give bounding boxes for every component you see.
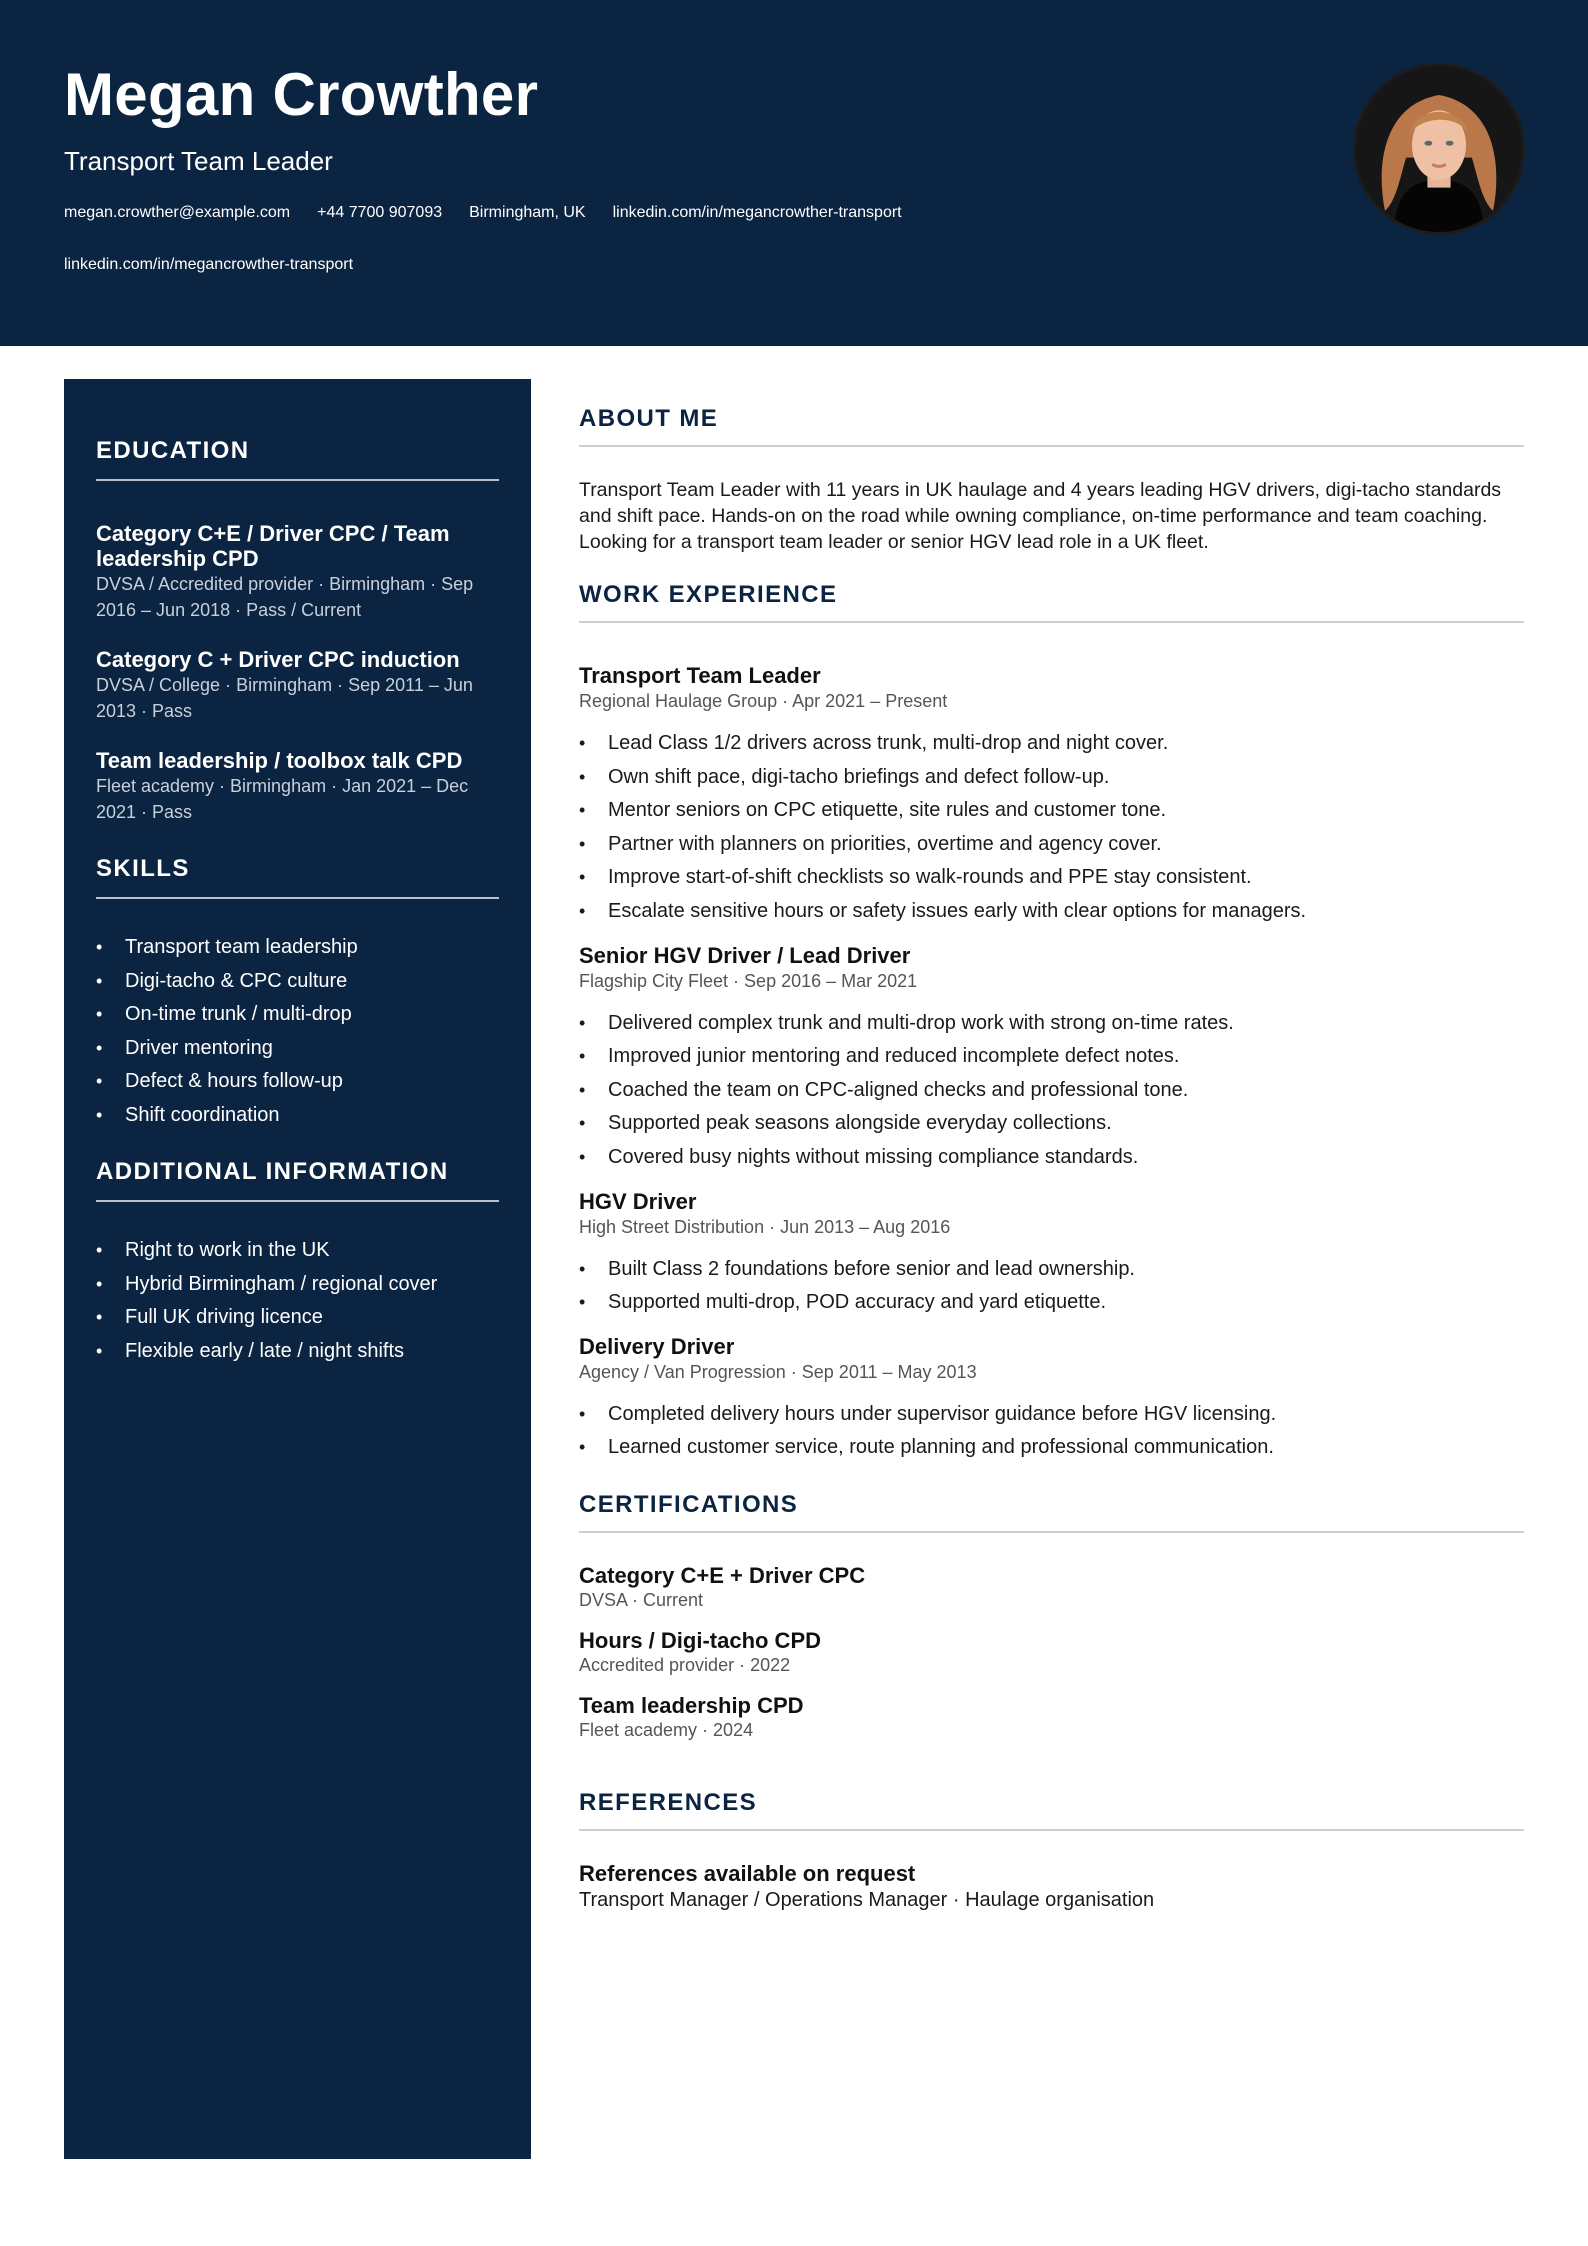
certification-item bbox=[579, 1693, 1524, 1741]
job-bullet: • Covered busy nights without missing compliance standards. bbox=[579, 1141, 1524, 1175]
education-item bbox=[96, 647, 499, 724]
certifications-heading: CERTIFICATIONS bbox=[579, 1491, 1524, 1533]
skill-item: • Shift coordination bbox=[96, 1099, 499, 1133]
references-item bbox=[579, 1861, 1524, 1913]
job-bullet: • Delivered complex trunk and multi-drop work with strong on-time rates. bbox=[579, 1007, 1524, 1041]
contact-row bbox=[64, 204, 902, 222]
job-bullet: • Mentor seniors on CPC etiquette, site rules and customer tone. bbox=[579, 794, 1524, 828]
job-meta: High Street Distribution · Jun 2013 – Aug 2016 bbox=[579, 1216, 951, 1237]
education-list bbox=[96, 521, 499, 825]
job-meta: Regional Haulage Group · Apr 2021 – Present bbox=[579, 691, 948, 711]
job-title: Senior HGV Driver / Lead Driver bbox=[579, 942, 911, 968]
skills-list bbox=[96, 931, 499, 1132]
contact-location: Birmingham, UK bbox=[469, 204, 586, 221]
job-bullet: • Supported peak seasons alongside everyday collections. bbox=[579, 1107, 1524, 1141]
references-heading: REFERENCES bbox=[579, 1789, 1524, 1831]
certification-item bbox=[579, 1563, 1524, 1611]
skill-item: • Defect & hours follow-up bbox=[96, 1065, 499, 1099]
job-bullets bbox=[579, 1007, 1524, 1175]
additional-info-item: • Right to work in the UK bbox=[96, 1234, 499, 1268]
job-bullet: • Improve start-of-shift checklists so walk-rounds and PPE stay consistent. bbox=[579, 861, 1524, 895]
additional-info-item: • Full UK driving licence bbox=[96, 1301, 499, 1335]
education-heading: EDUCATION bbox=[96, 437, 499, 481]
avatar bbox=[1353, 63, 1525, 235]
job-meta: Flagship City Fleet · Sep 2016 – Mar 2021 bbox=[579, 970, 918, 991]
additional-info-item: • Flexible early / late / night shifts bbox=[96, 1335, 499, 1369]
contact-email[interactable]: megan.crowther@example.com bbox=[64, 204, 291, 221]
education-meta: DVSA / College · Birmingham · Sep 2011 – Jun 2013 · Pass bbox=[96, 675, 473, 721]
work-experience-heading: WORK EXPERIENCE bbox=[579, 581, 1524, 623]
certification-item bbox=[579, 1628, 1524, 1676]
job-bullet: • Supported multi-drop, POD accuracy and yard etiquette. bbox=[579, 1286, 1524, 1320]
job-bullet: • Partner with planners on priorities, overtime and agency cover. bbox=[579, 828, 1524, 862]
candidate-title: Transport Team Leader bbox=[64, 146, 333, 176]
education-item bbox=[96, 521, 499, 623]
education-meta: DVSA / Accredited provider · Birmingham · Sep 2016 – Jun 2018 · Pass / Current bbox=[96, 574, 474, 620]
contact-linkedin-repeat[interactable]: linkedin.com/in/megancrowther-transport bbox=[64, 256, 354, 273]
skill-item: • Transport team leadership bbox=[96, 931, 499, 965]
certification-name: Team leadership CPD bbox=[579, 1692, 804, 1718]
job-bullet: • Own shift pace, digi-tacho briefings and defect follow-up. bbox=[579, 761, 1524, 795]
job-bullet: • Improved junior mentoring and reduced incomplete defect notes. bbox=[579, 1040, 1524, 1074]
certification-meta: DVSA · Current bbox=[579, 1589, 704, 1610]
job-bullet: • Coached the team on CPC-aligned checks and professional tone. bbox=[579, 1074, 1524, 1108]
job-bullets bbox=[579, 727, 1524, 929]
sidebar bbox=[64, 379, 531, 2159]
education-title: Category C + Driver CPC induction bbox=[96, 647, 460, 672]
job-bullet: • Built Class 2 foundations before senior and lead ownership. bbox=[579, 1253, 1524, 1287]
certification-name: Hours / Digi-tacho CPD bbox=[579, 1627, 822, 1653]
job-bullets bbox=[579, 1253, 1524, 1320]
education-title: Team leadership / toolbox talk CPD bbox=[96, 748, 463, 773]
job-entry bbox=[579, 943, 1524, 1175]
additional-info-item: • Hybrid Birmingham / regional cover bbox=[96, 1268, 499, 1302]
skills-heading: SKILLS bbox=[96, 855, 499, 899]
resume-header bbox=[0, 0, 1588, 346]
certification-meta: Fleet academy · 2024 bbox=[579, 1719, 754, 1740]
education-meta: Fleet academy · Birmingham · Jan 2021 – Dec 2021 · Pass bbox=[96, 776, 469, 822]
job-entry bbox=[579, 663, 1524, 929]
about-heading: ABOUT ME bbox=[579, 405, 1524, 447]
candidate-name: Megan Crowther bbox=[64, 61, 539, 128]
certification-meta: Accredited provider · 2022 bbox=[579, 1654, 791, 1675]
job-title: Transport Team Leader bbox=[579, 663, 821, 688]
about-text: Transport Team Leader with 11 years in UK haulage and 4 years leading HGV drivers, digi-tacho standards and shift pace. Hands-on on the road while owning compliance, on-time performance and team coaching. Looking for a transport team leader or senior HGV lead role in a UK fleet. bbox=[579, 479, 1502, 553]
contact-linkedin[interactable]: linkedin.com/in/megancrowther-transport bbox=[612, 204, 902, 221]
contact-phone[interactable]: +44 7700 907093 bbox=[317, 204, 443, 221]
skill-item: • On-time trunk / multi-drop bbox=[96, 998, 499, 1032]
additional-info-list bbox=[96, 1234, 499, 1368]
job-bullet: • Lead Class 1/2 drivers across trunk, multi-drop and night cover. bbox=[579, 727, 1524, 761]
job-bullet: • Escalate sensitive hours or safety issues early with clear options for managers. bbox=[579, 895, 1524, 929]
job-title: Delivery Driver bbox=[579, 1333, 735, 1359]
education-item bbox=[96, 748, 499, 825]
job-bullet: • Learned customer service, route planning and professional communication. bbox=[579, 1431, 1524, 1465]
references-name: References available on request bbox=[579, 1860, 916, 1886]
main-content bbox=[579, 379, 1524, 1913]
job-entry bbox=[579, 1189, 1524, 1320]
skill-item: • Driver mentoring bbox=[96, 1032, 499, 1066]
additional-info-heading: ADDITIONAL INFORMATION bbox=[96, 1158, 499, 1202]
job-title: HGV Driver bbox=[579, 1188, 697, 1214]
job-meta: Agency / Van Progression · Sep 2011 – May 2013 bbox=[579, 1361, 977, 1382]
job-bullets bbox=[579, 1398, 1524, 1465]
certification-name: Category C+E + Driver CPC bbox=[579, 1562, 866, 1588]
job-bullet: • Completed delivery hours under supervisor guidance before HGV licensing. bbox=[579, 1398, 1524, 1432]
skill-item: • Digi-tacho & CPC culture bbox=[96, 965, 499, 999]
references-meta: Transport Manager / Operations Manager · Haulage organisation bbox=[579, 1888, 1155, 1911]
education-title: Category C+E / Driver CPC / Team leadership CPD bbox=[96, 521, 450, 571]
job-entry bbox=[579, 1334, 1524, 1465]
portrait-image bbox=[1356, 66, 1522, 232]
